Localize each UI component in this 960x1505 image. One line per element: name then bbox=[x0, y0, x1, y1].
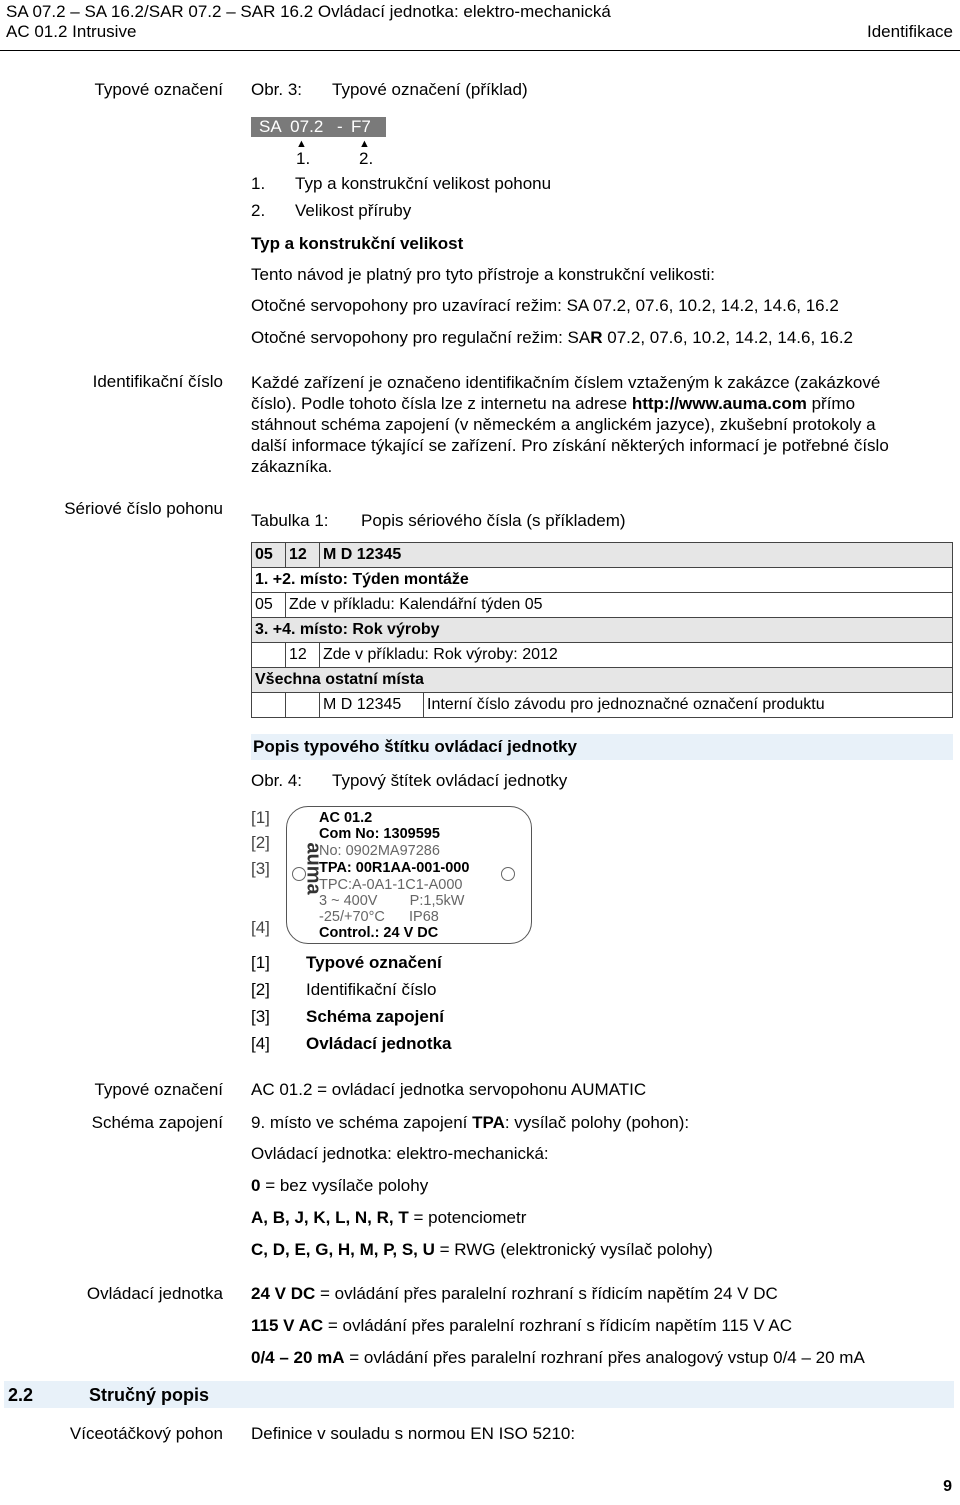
table-row bbox=[252, 618, 953, 643]
header-subtitle: AC 01.2 Intrusive bbox=[6, 22, 137, 41]
side-ovladaci-jednotka: Ovládací jednotka bbox=[86, 1284, 223, 1303]
legend-num-1: [1] bbox=[251, 953, 270, 972]
fig3-item1-num: 1. bbox=[251, 174, 266, 193]
type-code-part2: F7 bbox=[351, 117, 371, 136]
fig4-label: Obr. 4: bbox=[251, 771, 303, 790]
table-cell: 12 bbox=[286, 643, 320, 668]
callout-2: [2] bbox=[251, 833, 270, 852]
ovl-line3 bbox=[251, 1348, 865, 1368]
section-title: Stručný popis bbox=[89, 1385, 210, 1405]
ovl-l2b: = ovládání přes paralelní rozhraní s řídicím napětím 115 V AC bbox=[323, 1316, 792, 1335]
schema-l1a: 9. místo ve schéma zapojení bbox=[251, 1113, 473, 1132]
plate-heading: Popis typového štítku ovládací jednotky bbox=[251, 734, 953, 760]
type-code-part1: SA 07.2 bbox=[259, 117, 324, 136]
table-cell: 1. +2. místo: Týden montáže bbox=[252, 568, 953, 593]
fig3-caption: Typové označení (příklad) bbox=[332, 80, 528, 99]
table-cell: Zde v příkladu: Rok výroby: 2012 bbox=[320, 643, 953, 668]
ovl-l3b: = ovládání přes paralelní rozhraní přes analogový vstup 0/4 – 20 mA bbox=[344, 1348, 865, 1367]
table-row bbox=[252, 568, 953, 593]
typ-line2-b: R bbox=[590, 328, 603, 347]
fig3-item2: Velikost příruby bbox=[295, 201, 412, 220]
arrow-1-icon: ▲ bbox=[296, 138, 307, 150]
table-cell: Interní číslo závodu pro jednoznačné označení produktu bbox=[424, 693, 953, 718]
table-cell: 05 bbox=[252, 593, 286, 618]
table-cell: 05 bbox=[252, 543, 286, 568]
table-cell: Zde v příkladu: Kalendářní týden 05 bbox=[286, 593, 953, 618]
side-viceotackovy: Víceotáčkový pohon bbox=[69, 1424, 223, 1443]
section-bar bbox=[4, 1381, 954, 1408]
table-cell bbox=[252, 643, 286, 668]
schema-l5b: = RWG (elektronický vysílač polohy) bbox=[434, 1240, 713, 1259]
table-row bbox=[252, 668, 953, 693]
auma-logo: auma bbox=[302, 842, 325, 895]
legend-text-2: Identifikační číslo bbox=[306, 980, 437, 999]
plate-line: No: 0902MA97286 bbox=[319, 843, 440, 859]
typ-heading: Typ a konstrukční velikost bbox=[251, 234, 464, 253]
ovl-l3a: 0/4 – 20 mA bbox=[251, 1348, 345, 1367]
schema-l3b: = bez vysílače polohy bbox=[260, 1176, 429, 1195]
arrow-2-icon: ▲ bbox=[359, 138, 370, 150]
table-cell bbox=[252, 693, 286, 718]
callout-3: [3] bbox=[251, 859, 270, 878]
callout-4: [4] bbox=[251, 918, 270, 937]
ident-line2-c: přímo bbox=[806, 394, 856, 413]
schema-l4a: A, B, J, K, L, N, R, T bbox=[251, 1208, 409, 1227]
ovl-line2 bbox=[251, 1316, 792, 1336]
schema-line2: Ovládací jednotka: elektro-mechanická: bbox=[251, 1144, 549, 1163]
side-seriove-cislo: Sériové číslo pohonu bbox=[64, 499, 223, 518]
ident-line5: zákazníka. bbox=[251, 457, 333, 476]
header-rule bbox=[0, 50, 960, 51]
type-plate bbox=[286, 806, 532, 944]
ovl-l1a: 24 V DC bbox=[251, 1284, 316, 1303]
table-cell: 12 bbox=[286, 543, 320, 568]
legend-text-1: Typové označení bbox=[306, 953, 442, 972]
side-schema-zapojeni: Schéma zapojení bbox=[91, 1113, 223, 1132]
table-cell bbox=[286, 693, 320, 718]
typ-line2-c: 07.2, 07.6, 10.2, 14.2, 14.6, 16.2 bbox=[602, 328, 853, 347]
marker-1: 1. bbox=[296, 149, 311, 168]
side-typove-oznaceni-2: Typové označení bbox=[94, 1080, 223, 1099]
type-code-box bbox=[251, 117, 386, 137]
plate-hole-right bbox=[501, 867, 515, 881]
section-number: 2.2 bbox=[8, 1385, 34, 1405]
table-row bbox=[252, 693, 953, 718]
plate-line: AC 01.2 bbox=[319, 810, 373, 826]
plate-line: TPA: 00R1AA-001-000 bbox=[319, 860, 470, 876]
definice-text: Definice v souladu s normou EN ISO 5210: bbox=[251, 1424, 576, 1443]
plate-line: -25/+70°C IP68 bbox=[319, 909, 439, 925]
legend-num-3: [3] bbox=[251, 1007, 270, 1026]
schema-l1c: : vysílač polohy (pohon): bbox=[504, 1113, 690, 1132]
ident-line2 bbox=[251, 393, 855, 414]
schema-line3 bbox=[251, 1176, 428, 1196]
table1-caption: Popis sériového čísla (s příkladem) bbox=[361, 511, 626, 530]
plate-line: TPC:A-0A1-1C1-A000 bbox=[319, 877, 463, 893]
auma-url-link[interactable]: http://www.auma.com bbox=[631, 394, 807, 413]
ident-line1: Každé zařízení je označeno identifikačním číslem vztaženým k zakázce (zakázkové bbox=[251, 373, 881, 392]
table-cell: M D 12345 bbox=[320, 543, 953, 568]
fig3-item2-num: 2. bbox=[251, 201, 266, 220]
legend-num-2: [2] bbox=[251, 980, 270, 999]
ovl-line1 bbox=[251, 1284, 778, 1304]
serial-number-table bbox=[251, 542, 953, 718]
table-cell: Všechna ostatní místa bbox=[252, 668, 953, 693]
plate-line: Com No: 1309595 bbox=[319, 826, 440, 842]
type-code-sep: - bbox=[337, 117, 343, 136]
side-identifikacni-cislo: Identifikační číslo bbox=[92, 372, 223, 391]
legend-num-4: [4] bbox=[251, 1034, 270, 1053]
typ-line2 bbox=[251, 328, 853, 348]
fig4-caption: Typový štítek ovládací jednotky bbox=[332, 771, 568, 790]
fig3-item1: Typ a konstrukční velikost pohonu bbox=[295, 174, 552, 193]
side-typove-oznaceni: Typové označení bbox=[94, 80, 223, 99]
marker-2: 2. bbox=[359, 149, 374, 168]
typ-line1: Otočné servopohony pro uzavírací režim: SA 07.2, 07.6, 10.2, 14.2, 14.6, 16.2 bbox=[251, 296, 839, 315]
legend-text-3: Schéma zapojení bbox=[306, 1007, 444, 1026]
schema-line4 bbox=[251, 1208, 526, 1228]
schema-l1b: TPA bbox=[472, 1113, 505, 1132]
plate-line: Control.: 24 V DC bbox=[319, 925, 439, 941]
legend-text-4: Ovládací jednotka bbox=[306, 1034, 452, 1053]
table-cell: M D 12345 bbox=[320, 693, 424, 718]
typ-line2-a: Otočné servopohony pro regulační režim: SA bbox=[251, 328, 591, 347]
ovl-l1b: = ovládání přes paralelní rozhraní s řídicím napětím 24 V DC bbox=[315, 1284, 778, 1303]
callout-1: [1] bbox=[251, 808, 270, 827]
header-title: SA 07.2 – SA 16.2/SAR 07.2 – SAR 16.2 Ovládací jednotka: elektro-mechanická bbox=[6, 2, 611, 21]
ovl-l2a: 115 V AC bbox=[251, 1316, 324, 1335]
typ2-text: AC 01.2 = ovládací jednotka servopohonu AUMATIC bbox=[251, 1080, 647, 1099]
page-number: 9 bbox=[943, 1478, 952, 1495]
table-row bbox=[252, 543, 953, 568]
table1-label: Tabulka 1: bbox=[251, 511, 329, 530]
fig3-label: Obr. 3: bbox=[251, 80, 303, 99]
schema-l4b: = potenciometr bbox=[408, 1208, 527, 1227]
typ-intro: Tento návod je platný pro tyto přístroje a konstrukční velikosti: bbox=[251, 265, 715, 284]
schema-line5 bbox=[251, 1240, 713, 1260]
table-row bbox=[252, 643, 953, 668]
table-row bbox=[252, 593, 953, 618]
plate-hole-left bbox=[292, 867, 306, 881]
schema-line1 bbox=[251, 1113, 689, 1133]
table-cell: 3. +4. místo: Rok výroby bbox=[252, 618, 953, 643]
ident-line3: stáhnout schéma zapojení (v německém a anglickém jazyce), zkušební protokoly a bbox=[251, 415, 876, 434]
header-section: Identifikace bbox=[867, 22, 953, 41]
ident-line2-a: číslo). Podle tohoto čísla lze z internetu na adrese bbox=[251, 394, 632, 413]
ident-line4: další informace týkající se zařízení. Pro získání některých informací je potřebné číslo bbox=[251, 436, 889, 455]
schema-l3a: 0 bbox=[251, 1176, 261, 1195]
schema-l5a: C, D, E, G, H, M, P, S, U bbox=[251, 1240, 435, 1259]
plate-line: 3 ~ 400V P:1,5kW bbox=[319, 893, 465, 909]
